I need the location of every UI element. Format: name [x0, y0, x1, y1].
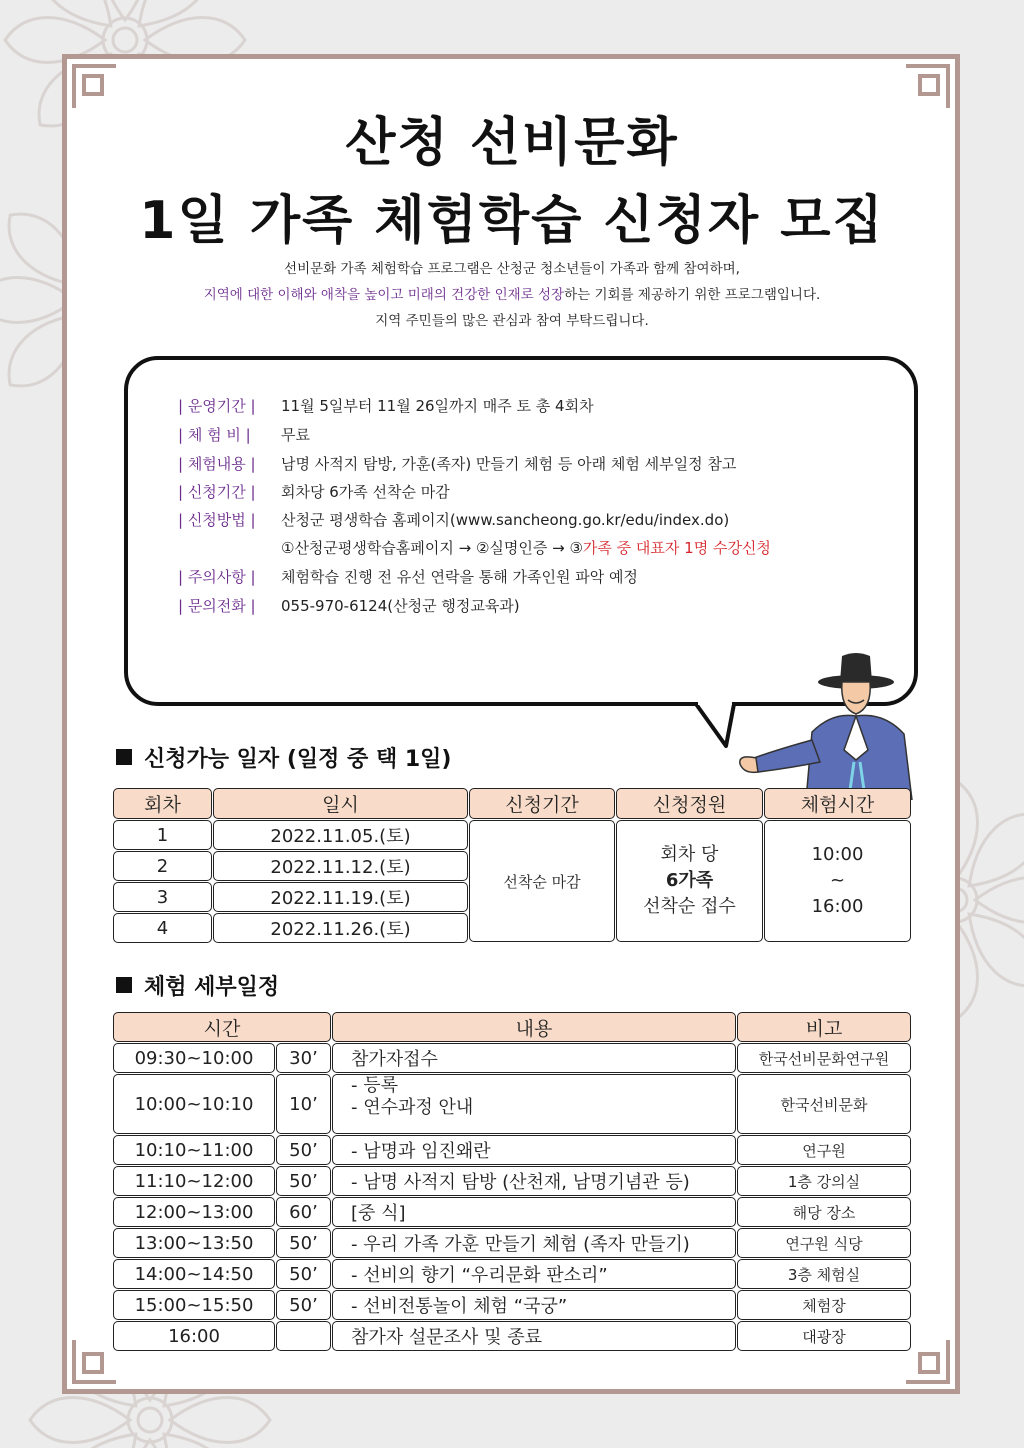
intro-line-3: 지역 주민들의 많은 관심과 참여 부탁드립니다. — [375, 313, 649, 329]
table1-header-cell: 회차 — [113, 788, 212, 819]
table1-time-cell — [764, 820, 911, 942]
table2-time-cell: 16:00 — [113, 1321, 275, 1351]
info-phone — [178, 596, 520, 616]
table2-duration-cell: 50’ — [276, 1166, 331, 1196]
table1-date-cell: 2022.11.05.(토) — [213, 820, 468, 850]
table1-apply-period-cell: 선착순 마감 — [469, 820, 615, 942]
info-period — [178, 396, 594, 416]
table2-content-cell: 참가자접수 — [332, 1043, 736, 1073]
info-phone-label: | 문의전화 | — [178, 597, 256, 615]
info-apply-period-value: 회차당 6가족 선착순 마감 — [281, 483, 450, 501]
section2-title — [116, 970, 279, 1001]
table1-header-cell: 신청정원 — [616, 788, 763, 819]
section1-title-text: 신청가능 일자 (일정 중 택 1일) — [144, 747, 452, 772]
info-fee-value: 무료 — [281, 426, 310, 444]
table2-time-cell: 09:30~10:00 — [113, 1043, 275, 1073]
table2-duration-cell: 60’ — [276, 1197, 331, 1227]
info-method-steps-text: ①산청군평생학습홈페이지 → ②실명인증 → ③ — [281, 539, 583, 557]
table1-date-cell: 2022.11.19.(토) — [213, 882, 468, 912]
table2-note-cell: 1층 강의실 — [737, 1166, 911, 1196]
corner-ornament-bottom-right — [904, 1338, 960, 1394]
table1-round-cell: 2 — [113, 851, 212, 881]
table2-header-cell: 내용 — [332, 1012, 736, 1042]
section2-title-text: 체험 세부일정 — [144, 975, 280, 1000]
time-line-2: ~ — [829, 870, 846, 891]
table2-duration-cell: 50’ — [276, 1135, 331, 1165]
table1-round-cell: 4 — [113, 913, 212, 943]
table2-time-cell: 11:10~12:00 — [113, 1166, 275, 1196]
info-notice-label: | 주의사항 | — [178, 568, 256, 586]
table1-header-cell: 체험시간 — [764, 788, 911, 819]
table2-content-cell: - 선비전통놀이 체험 “국궁” — [332, 1290, 736, 1320]
info-content-value: 남명 사적지 탐방, 가훈(족자) 만들기 체험 등 아래 체험 세부일정 참고 — [281, 455, 737, 473]
info-method — [178, 510, 729, 530]
intro-line-2 — [0, 282, 1024, 308]
table2-header-cell: 비고 — [737, 1012, 911, 1042]
table1-round-cell: 1 — [113, 820, 212, 850]
seonbi-character-illustration — [736, 650, 926, 800]
table2-content-cell: - 남명과 임진왜란 — [332, 1135, 736, 1165]
table1-header-cell: 신청기간 — [469, 788, 615, 819]
info-method-steps — [281, 538, 771, 558]
time-line-1: 10:00 — [811, 844, 864, 865]
info-content — [178, 454, 736, 474]
info-period-value: 11월 5일부터 11월 26일까지 매주 토 총 4회차 — [281, 397, 594, 415]
table2-note-cell: 연구원 — [737, 1135, 911, 1165]
info-fee — [178, 425, 310, 445]
table1-round-cell: 3 — [113, 882, 212, 912]
table2-time-cell: 12:00~13:00 — [113, 1197, 275, 1227]
table2-duration-cell: 50’ — [276, 1259, 331, 1289]
table2-note-cell: 체험장 — [737, 1290, 911, 1320]
info-phone-value: 055-970-6124(산청군 행정교육과) — [281, 597, 520, 615]
table2-note-cell: 3층 체험실 — [737, 1259, 911, 1289]
table2-content-cell: - 선비의 향기 “우리문화 판소리” — [332, 1259, 736, 1289]
info-notice-value: 체험학습 진행 전 유선 연락을 통해 가족인원 파악 예정 — [281, 568, 638, 586]
intro-line-1: 선비문화 가족 체험학습 프로그램은 산청군 청소년들이 가족과 함께 참여하며, — [284, 261, 740, 277]
table2-duration-cell — [276, 1321, 331, 1351]
info-content-label: | 체험내용 | — [178, 455, 256, 473]
title-line-2: 1일 가족 체험학습 신청자 모집 — [139, 191, 885, 251]
table2-time-cell: 15:00~15:50 — [113, 1290, 275, 1320]
content-line-2: - 연수과정 안내 — [351, 1097, 474, 1118]
table1-header-cell: 일시 — [213, 788, 468, 819]
capacity-line-3: 선착순 접수 — [643, 896, 736, 917]
table1-capacity-cell — [616, 820, 763, 942]
table2-content-cell — [332, 1074, 736, 1134]
table2-duration-cell: 50’ — [276, 1228, 331, 1258]
table2-note-cell: 연구원 식당 — [737, 1228, 911, 1258]
table2-header-cell: 시간 — [113, 1012, 331, 1042]
section1-title — [116, 742, 452, 773]
table1-date-cell: 2022.11.26.(토) — [213, 913, 468, 943]
info-notice — [178, 567, 638, 587]
info-fee-label: | 체 험 비 | — [178, 426, 251, 444]
info-method-label: | 신청방법 | — [178, 511, 256, 529]
table2-duration-cell: 30’ — [276, 1043, 331, 1073]
content-line-1: - 등록 — [351, 1075, 398, 1096]
title-line-1: 산청 선비문화 — [345, 113, 679, 173]
table2-content-cell: [중 식] — [332, 1197, 736, 1227]
table2-time-cell: 10:10~11:00 — [113, 1135, 275, 1165]
table2-time-cell: 13:00~13:50 — [113, 1228, 275, 1258]
section-bullet-icon — [116, 977, 132, 993]
time-line-3: 16:00 — [811, 896, 864, 917]
corner-ornament-bottom-left — [62, 1338, 118, 1394]
table2-note-cell: 한국선비문화연구원 — [737, 1043, 911, 1073]
table2-content-cell: - 우리 가족 가훈 만들기 체험 (족자 만들기) — [332, 1228, 736, 1258]
capacity-line-1: 회차 당 — [660, 844, 719, 865]
info-apply-period — [178, 482, 450, 502]
info-method-steps-red: 가족 중 대표자 1명 수강신청 — [582, 539, 771, 557]
info-method-value: 산청군 평생학습 홈페이지(www.sancheong.go.kr/edu/index.do) — [281, 511, 730, 529]
section-bullet-icon — [116, 749, 132, 765]
table2-duration-cell: 50’ — [276, 1290, 331, 1320]
table2-content-cell: 참가자 설문조사 및 종료 — [332, 1321, 736, 1351]
table2-time-cell: 14:00~14:50 — [113, 1259, 275, 1289]
intro-line-2-rest: 하는 기회를 제공하기 위한 프로그램입니다. — [564, 287, 821, 303]
table2-content-cell: - 남명 사적지 탐방 (산천재, 남명기념관 등) — [332, 1166, 736, 1196]
info-period-label: | 운영기간 | — [178, 397, 256, 415]
intro-highlight: 지역에 대한 이해와 애착을 높이고 미래의 건강한 인재로 성장 — [203, 287, 565, 303]
table2-time-cell: 10:00~10:10 — [113, 1074, 275, 1134]
capacity-line-2: 6가족 — [665, 870, 714, 891]
table1-date-cell: 2022.11.12.(토) — [213, 851, 468, 881]
info-apply-period-label: | 신청기간 | — [178, 483, 256, 501]
table2-note-cell: 해당 장소 — [737, 1197, 911, 1227]
table2-note-cell: 한국선비문화 — [737, 1074, 911, 1134]
table2-duration-cell: 10’ — [276, 1074, 331, 1134]
table2-note-cell: 대광장 — [737, 1321, 911, 1351]
